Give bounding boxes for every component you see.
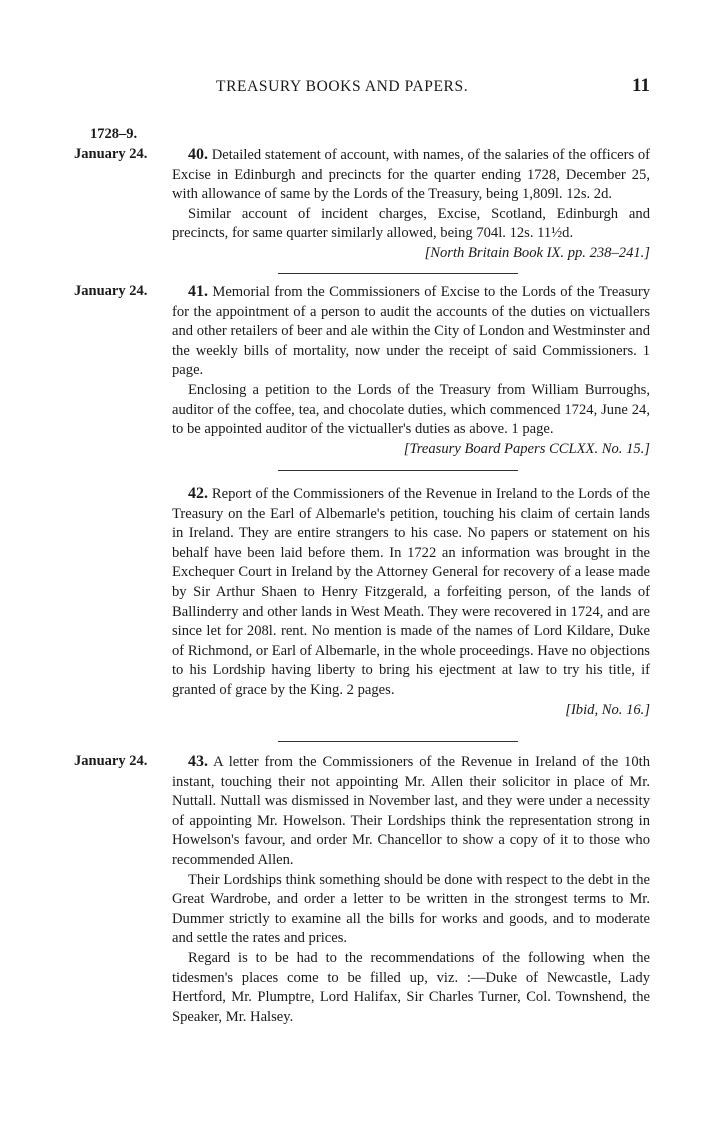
- entry-42: [172, 484, 650, 720]
- page-header: [200, 75, 650, 102]
- page-number: 11: [632, 75, 650, 96]
- entry-number: 40.: [188, 146, 208, 163]
- entry-text: Memorial from the Commissioners of Excise to the Lords of the Treasury for the appointment of a person to audit the accounts of the duties on victuallers and other retailers of beer and ale within the City of London and Westminster and the weekly bills of mortality, now under the receipt of said Commissioners. 1 page.: [172, 284, 650, 379]
- entry-divider: [278, 273, 518, 274]
- entry-text: A letter from the Commissioners of the Revenue in Ireland of the 10th instant, touching their not appointing Mr. Allen their solicitor in place of Mr. Nuttall. Nuttall was dismissed in November last, and they were under a necessity of appointing Mr. Howelson. Their Lordships think the representation strong in Howelson's favour, and order Mr. Chancellor to show a copy of it to those who recommended Allen.: [172, 754, 650, 868]
- running-title: TREASURY BOOKS AND PAPERS.: [216, 78, 469, 95]
- entry-reference: [North Britain Book IX. pp. 238–241.]: [424, 244, 650, 261]
- entry-reference: [Treasury Board Papers CCLXX. No. 15.]: [403, 440, 650, 457]
- entry-number: 41.: [188, 283, 208, 300]
- entry-paragraph: [172, 381, 650, 440]
- entry-40: [172, 145, 650, 264]
- entry-text: Regard is to be had to the recommendations of the following when the tidesmen's places come to be filled up, viz. :—Duke of Newcastle, Lady Hertford, Mr. Plumptre, Lord Halifax, Sir Charles Turner, Col. Townshend, the Speaker, Mr. Halsey.: [172, 949, 650, 1025]
- entry-number: 42.: [188, 485, 208, 502]
- entry-divider: [278, 741, 518, 742]
- entry-paragraph: [172, 205, 650, 244]
- entry-text: Report of the Commissioners of the Revenue in Ireland to the Lords of the Treasury on the Earl of Albemarle's petition, touching his claim of certain lands in Ireland. They are entire strangers to his case. No papers or statement on his behalf have been laid before them. In 1722 an information was brought in the Exchequer Court in Ireland by the Attorney General for recovery of a lease made by Sir Arthur Shaen to Henry Fitzgerald, a forfeiting person, of the lands of Ballinderry and other lands in West Meath. They were recovered in 1724, and are since let for 208l. rent. No mention is made of the names of Lord Kildare, Duke of Richmond, or Earl of Albemarle, in the whole proceedings. Have no objections to his Lordship having liberty to bring his ejectment at law to try his title, if granted of grace by the King. 2 pages.: [172, 486, 650, 698]
- entry-paragraph: [172, 145, 650, 205]
- entry-number: 43.: [188, 753, 208, 770]
- entry-paragraph: [172, 949, 650, 1027]
- entry-divider: [278, 470, 518, 471]
- entry-paragraph: [172, 484, 650, 701]
- year-heading: 1728–9.: [90, 126, 138, 142]
- entry-text: Their Lordships think something should be done with respect to the debt in the Great Wardrobe, and order a letter to be written in the strongest terms to Mr. Dummer strictly to examine all the bills for works and goods, and to moderate and settle the rates and prices.: [172, 871, 650, 947]
- entry-text: Detailed statement of account, with names, of the salaries of the officers of Excise in Edinburgh and precincts for the quarter ending 1728, December 25, with allowance of same by the Lords of the Treasury, being 1,809l. 12s. 2d.: [172, 147, 650, 203]
- entry-date: January 24.: [74, 146, 148, 162]
- entry-reference: [Ibid, No. 16.]: [565, 701, 650, 718]
- entry-41: [172, 282, 650, 459]
- entry-paragraph: [172, 871, 650, 949]
- entry-text: Enclosing a petition to the Lords of the Treasury from William Burroughs, auditor of the coffee, tea, and chocolate duties, which commenced 1724, June 24, to be appointed auditor of the victualler's duties as above. 1 page.: [172, 381, 650, 438]
- entry-date: January 24.: [74, 753, 148, 769]
- entry-date: January 24.: [74, 283, 148, 299]
- entry-paragraph: [172, 282, 650, 381]
- entry-text: Similar account of incident charges, Excise, Scotland, Edinburgh and precincts, for same quarter similarly allowed, being 704l. 12s. 11½d.: [172, 205, 650, 242]
- entry-43: [172, 752, 650, 1027]
- entry-paragraph: [172, 752, 650, 871]
